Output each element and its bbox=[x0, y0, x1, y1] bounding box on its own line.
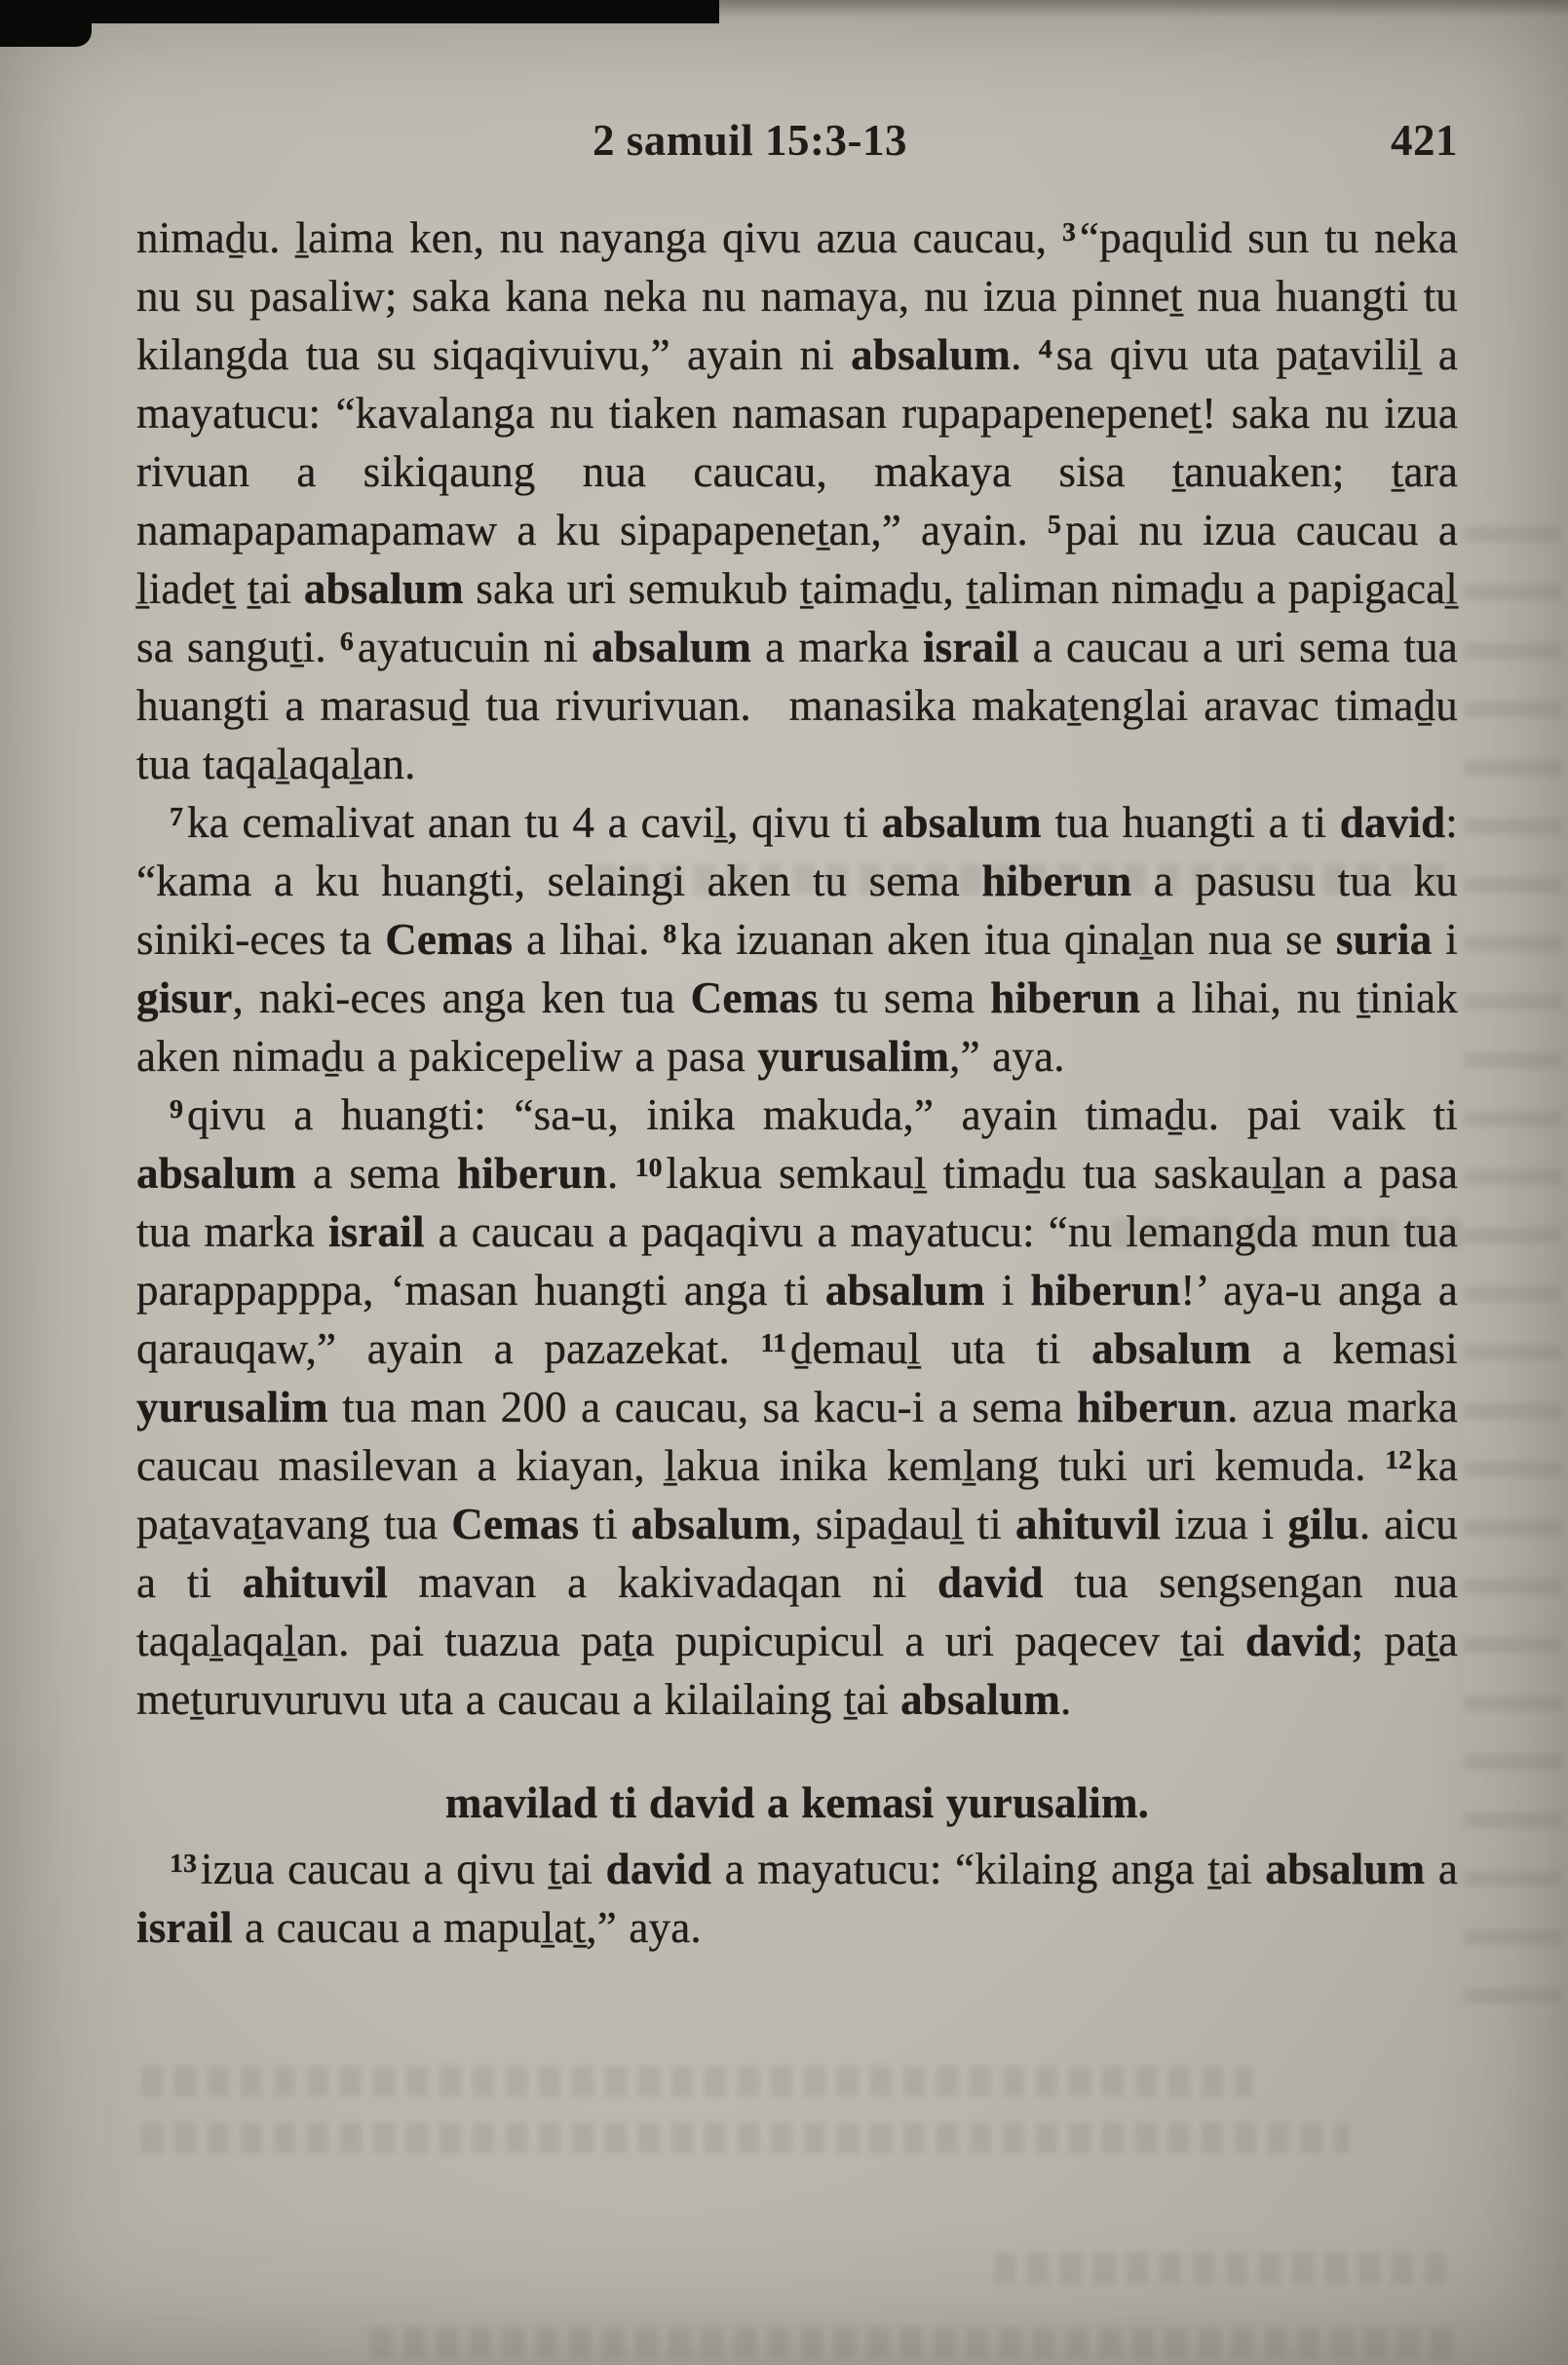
text-run: a pasusu tua ku siniki-eces ta bbox=[136, 857, 1458, 964]
text-run: : “kama a ku huangti, selaingi aken tu sema bbox=[136, 798, 1458, 905]
proper-noun: ahituvil bbox=[242, 1558, 388, 1607]
text-run: , naki-eces anga ken tua bbox=[232, 973, 691, 1022]
text-run: qivu a huangti: “sa-u, inika makuda,” ayain timaḏu. pai vaik ti bbox=[186, 1090, 1458, 1139]
proper-noun: gisur bbox=[136, 973, 233, 1022]
proper-noun: yurusalim bbox=[757, 1032, 950, 1081]
proper-noun: suria bbox=[1335, 915, 1433, 964]
text-run: a kemasi bbox=[1251, 1324, 1459, 1373]
proper-noun: ahituvil bbox=[1014, 1500, 1162, 1548]
bleed-through-line bbox=[370, 2327, 1452, 2358]
proper-noun: absalum bbox=[592, 623, 752, 671]
text-run: nimaḏu. ḻaima ken, nu nayanga qivu azua caucau, bbox=[136, 213, 1062, 262]
proper-noun: absalum bbox=[136, 1149, 296, 1198]
verse-number: 4 bbox=[1038, 334, 1052, 365]
text-run: a caucau a uri sema tua huangti a marasuḏ tua rivurivuan. manasika makaṯenglai aravac timaḏu tua taqaḻaqaḻan. bbox=[136, 623, 1458, 788]
text-run: ti bbox=[579, 1500, 631, 1548]
text-run: . bbox=[1060, 1675, 1072, 1724]
text-run: i bbox=[984, 1266, 1031, 1315]
proper-noun: hiberun bbox=[1077, 1383, 1228, 1431]
text-run: ,” aya. bbox=[949, 1032, 1065, 1081]
text-run: a lihai. bbox=[513, 915, 664, 964]
text-run: ḏemauḻ uta ti bbox=[789, 1324, 1092, 1373]
scan-edge-artifact bbox=[0, 0, 719, 23]
text-run: pai nu izua caucau a ḻiadeṯ ṯai bbox=[136, 506, 1458, 613]
text-run: ka izuanan aken itua qinaḻan nua se bbox=[680, 915, 1336, 964]
proper-noun: absalum bbox=[881, 798, 1042, 847]
bleed-through-margin bbox=[1464, 526, 1561, 2046]
text-run: ka cemalivat anan tu 4 a caviḻ, qivu ti bbox=[186, 798, 882, 847]
text-run: . aicu a ti bbox=[136, 1500, 1458, 1607]
proper-noun: Cemas bbox=[385, 915, 514, 964]
paragraph bbox=[136, 1086, 1458, 1729]
text-run: i bbox=[1432, 915, 1458, 964]
text-run: tua man 200 a caucau, sa kacu-i a sema bbox=[327, 1383, 1078, 1431]
text-run: a caucau a paqaqivu a mayatucu: “nu lemangda mun tua parappapppa, ‘masan huangti anga ti bbox=[136, 1207, 1458, 1315]
proper-noun: absalum bbox=[851, 330, 1012, 379]
proper-noun: Cemas bbox=[451, 1500, 580, 1548]
text-run: a lihai, nu ṯiniak aken nimaḏu a pakicepeliw a pasa bbox=[136, 973, 1458, 1081]
proper-noun: absalum bbox=[900, 1675, 1061, 1724]
text-run: !’ aya-u anga a qarauqaw,” ayain a pazazekat. bbox=[136, 1266, 1459, 1373]
proper-noun: david bbox=[1244, 1617, 1352, 1665]
text-run: a bbox=[1425, 1845, 1458, 1893]
proper-noun: david bbox=[1339, 798, 1446, 847]
text-run: . bbox=[606, 1149, 635, 1198]
text-run: . azua marka caucau masilevan a kiayan, ḻakua inika kemḻang tuki uri kemuda. bbox=[136, 1383, 1458, 1490]
text-run: ka paṯavaṯavang tua bbox=[136, 1441, 1458, 1548]
proper-noun: absalum bbox=[1091, 1324, 1252, 1373]
section-heading: mavilad ti david a kemasi yurusalim. bbox=[444, 1778, 1150, 1827]
page-number: 421 bbox=[1391, 116, 1458, 165]
text-run: . bbox=[1011, 330, 1039, 379]
text-run: tu sema bbox=[818, 973, 991, 1022]
proper-noun: israil bbox=[922, 623, 1019, 671]
text-run: izua caucau a qivu ṯai bbox=[200, 1845, 606, 1893]
proper-noun: absalum bbox=[824, 1266, 985, 1315]
verse-number: 5 bbox=[1047, 510, 1061, 541]
text-run: lakua semkauḻ timaḏu tua saskauḻan a pasa tua marka bbox=[136, 1149, 1458, 1256]
text-run: ayatucuin ni bbox=[357, 623, 593, 671]
verse-number: 3 bbox=[1061, 217, 1076, 248]
bleed-through-line bbox=[994, 2253, 1452, 2284]
proper-noun: Cemas bbox=[690, 973, 819, 1022]
proper-noun: israil bbox=[136, 1903, 233, 1952]
text-run: saka uri semukub ṯaimaḏu, ṯaliman nimaḏu a papigacaḻ sa sanguṯi. bbox=[136, 564, 1458, 671]
proper-noun: david bbox=[605, 1845, 712, 1893]
text-run: sa qivu uta paṯaviliḻ a mayatucu: “kavalanga nu tiaken namasan rupapapenepeneṯ! saka nu izua rivuan a sikiqaung nua caucau, makaya sisa ṯanuaken; ṯara namapapamapamaw a ku sipapapeneṯan,” ayain. bbox=[136, 330, 1459, 554]
text-run: mavan a kakivadaqan ni bbox=[387, 1558, 938, 1607]
verse-number: 7 bbox=[170, 802, 183, 833]
text-run: izua i bbox=[1161, 1500, 1288, 1548]
page-content bbox=[136, 115, 1458, 1957]
text-run: ; paṯa meṯuruvuruvu uta a caucau a kilailaing ṯai bbox=[136, 1617, 1458, 1724]
chapter-verse-reference: 2 samuil 15:3-13 bbox=[593, 116, 907, 165]
text-run: tua huangti a ti bbox=[1041, 798, 1340, 847]
text-run: “paqulid sun tu neka nu su pasaliw; saka kana neka nu namaya, nu izua pinneṯ nua huangti tu kilangda tua su siqaqivuivu,” ayain ni bbox=[136, 213, 1458, 379]
proper-noun: hiberun bbox=[1030, 1266, 1181, 1315]
text-run: a caucau a mapuḻaṯ,” aya. bbox=[232, 1903, 702, 1952]
verse-number: 9 bbox=[170, 1094, 183, 1125]
verse-number: 11 bbox=[760, 1328, 786, 1359]
text-run: a sema bbox=[295, 1149, 458, 1198]
bleed-through-line bbox=[141, 2066, 1252, 2097]
verse-number: 12 bbox=[1385, 1445, 1413, 1476]
paragraph bbox=[136, 1840, 1458, 1957]
paragraph bbox=[136, 793, 1458, 1086]
verse-number: 6 bbox=[339, 627, 354, 658]
proper-noun: gilu bbox=[1287, 1500, 1359, 1548]
proper-noun: absalum bbox=[631, 1500, 791, 1548]
running-head bbox=[136, 115, 1458, 172]
proper-noun: israil bbox=[327, 1207, 425, 1256]
text-run: , sipaḏauḻ ti bbox=[790, 1500, 1015, 1548]
proper-noun: hiberun bbox=[457, 1149, 607, 1198]
verse-number: 13 bbox=[170, 1849, 197, 1880]
proper-noun: david bbox=[937, 1558, 1044, 1607]
proper-noun: absalum bbox=[303, 564, 464, 613]
text-column bbox=[136, 209, 1458, 1957]
bleed-through-line bbox=[141, 2122, 1350, 2154]
proper-noun: absalum bbox=[1265, 1845, 1426, 1893]
text-run: a marka bbox=[751, 623, 923, 671]
scan-edge-shadow bbox=[682, 0, 1568, 18]
scan-corner-artifact bbox=[0, 0, 92, 47]
proper-noun: yurusalim bbox=[136, 1383, 328, 1431]
verse-number: 10 bbox=[634, 1153, 663, 1184]
paragraph bbox=[136, 209, 1458, 793]
text-run: a mayatucu: “kilaing anga ṯai bbox=[711, 1845, 1266, 1893]
proper-noun: hiberun bbox=[981, 857, 1132, 905]
verse-number: 8 bbox=[663, 919, 677, 950]
proper-noun: hiberun bbox=[990, 973, 1141, 1022]
text-run: tua sengsengan nua taqaḻaqaḻan. pai tuazua paṯa pupicupicul a uri paqecev ṯai bbox=[136, 1558, 1458, 1665]
